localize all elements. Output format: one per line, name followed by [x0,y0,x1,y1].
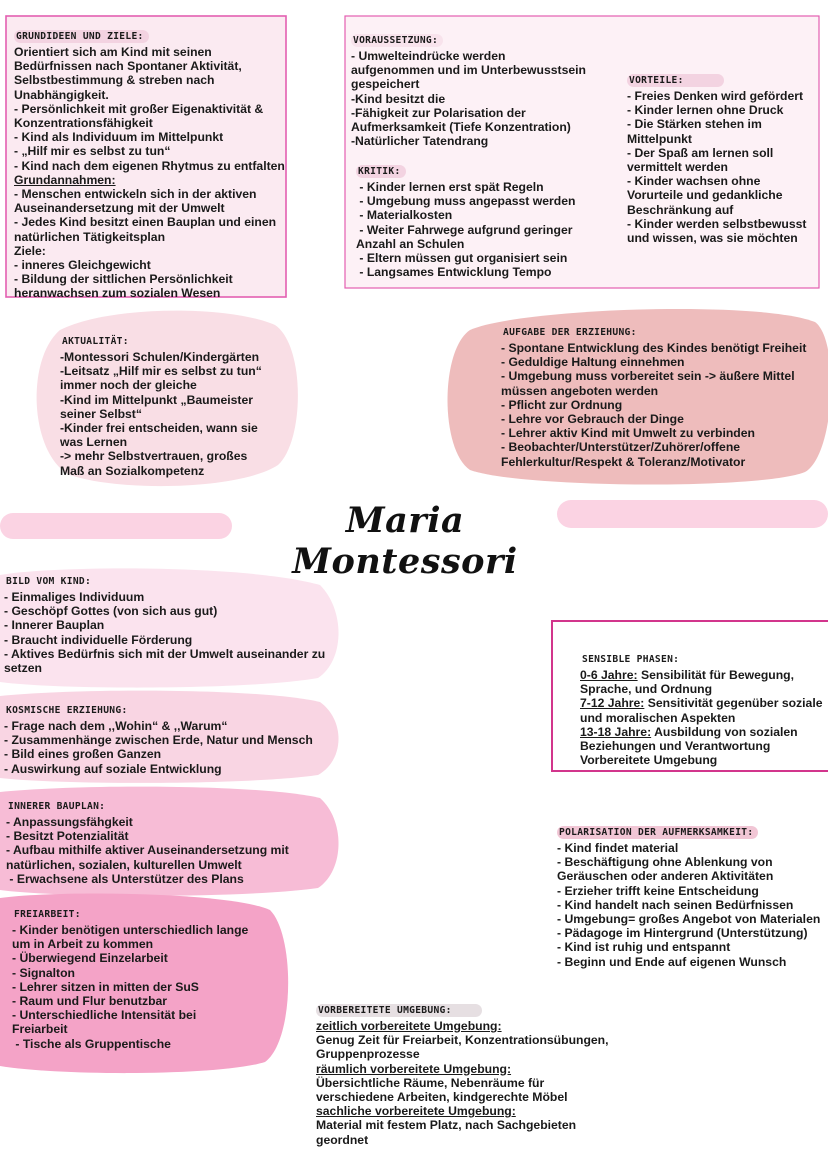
text-line: - Innerer Bauplan [4,618,105,633]
text-line: - Frage nach dem ,,Wohin“ & ,,Warum“ [4,719,228,733]
text-line: vermittelt werden [627,160,728,175]
grundideen-lines [14,45,285,301]
underlined-label: zeitlich vorbereitete Umgebung: [316,1019,502,1033]
vorbereitete-header: VORBEREITETE UMGEBUNG: [316,1004,482,1017]
text-line: - inneres Gleichgewicht [14,258,151,273]
text-line: -> mehr Selbstvertrauen, großes [60,449,248,464]
text-line: - Umwelteindrücke werden [351,49,506,63]
text-line: seiner Selbst“ [60,406,142,421]
text-line: - Langsames Entwicklung Tempo [356,265,552,280]
text-line: setzen [4,661,42,676]
text-line [580,725,822,739]
text-line: - Umgebung muss vorbereitet sein -> äußere Mittel [501,369,795,384]
text-line: Unabhängigkeit. [14,87,109,102]
aufgabe-lines [501,341,806,469]
text-line [580,696,822,710]
polarisation-section [557,822,820,969]
line-text: Übersichtliche Räume, Nebenräume für [316,1075,545,1090]
text-line: - Kind handelt nach seinen Bedürfnissen [557,897,794,912]
line-text: Gruppenprozesse [316,1047,420,1062]
text-line: - Kind ist ruhig und entspannt [557,940,731,955]
text-line: Ziele: [14,243,46,258]
text-line [316,1133,609,1147]
kritik-header: KRITIK: [356,165,406,178]
line-text: Genug Zeit für Freiarbeit, Konzentrationsübungen, [316,1033,609,1048]
text-line [316,1047,609,1061]
text-line: - Braucht individuelle Förderung [4,632,193,647]
text-line: - Kinder werden selbstbewusst [627,216,807,231]
page-title: Maria Montessori [292,500,518,582]
text-line: - Geduldige Haltung einnehmen [501,355,685,370]
text-line: - Freies Denken wird gefördert [627,89,804,103]
text-line: - Weiter Fahrwege aufgrund geringer [356,222,573,237]
line-text: Beziehungen und Verantwortung [580,739,771,754]
text-line: -Leitsatz „Hilf mir es selbst zu tun“ [60,364,262,379]
text-line: um in Arbeit zu kommen [12,937,154,952]
sensible-section [580,649,822,767]
vorbereitete-lines [316,1019,609,1147]
text-line: - Geschöpf Gottes (von sich aus gut) [4,604,218,619]
aufgabe-section [501,322,806,469]
grundideen-section [14,26,285,301]
text-line [316,1118,609,1132]
text-line: - Bildung der sittlichen Persönlichkeit [14,272,233,287]
kritik-section [356,161,575,279]
text-line: - Menschen entwickeln sich in der aktiven [14,187,257,202]
text-line: - Jedes Kind besitzt einen Bauplan und einen [14,215,277,230]
text-line [580,682,822,696]
text-line: - Pädagoge im Hintergrund (Unterstützung) [557,926,808,941]
text-line [580,739,822,753]
bild-section [4,571,325,675]
text-line: - Besitzt Potenzialität [6,829,129,844]
text-line: - Beschäftigung ohne Ablenkung von [557,855,773,870]
underlined-label: 13-18 Jahre: [580,724,652,739]
text-line: - Pflicht zur Ordnung [501,397,623,412]
text-line: was Lernen [60,435,128,450]
text-line: gespeichert [351,77,420,92]
voraussetzung-lines [351,49,586,148]
underlined-label: 7-12 Jahre: [580,696,645,711]
voraussetzung-section [351,30,586,148]
kosmische-section [4,700,313,776]
text-line: Konzentrationsfähigkeit [14,116,153,131]
title-bar-right [557,500,828,528]
underlined-label: sachliche vorbereitete Umgebung: [316,1104,516,1119]
text-line [316,1076,609,1090]
text-line: - Kinder benötigen unterschiedlich lange [12,923,249,937]
text-line: -Fähigkeit zur Polarisation der [351,105,526,120]
text-line: - Beobachter/Unterstützer/Zuhörer/offene [501,440,741,455]
text-line: - „Hilf mir es selbst zu tun“ [14,144,171,159]
text-line: - Persönlichkeit mit großer Eigenaktivität & [14,101,264,116]
text-line: Fehlerkultur/Respekt & Toleranz/Motivator [501,454,746,469]
text-line: Selbstbestimmung & streben nach [14,73,215,88]
line-text: und moralischen Aspekten [580,710,736,725]
vorteile-section [627,70,806,245]
underlined-label: räumlich vorbereitete Umgebung: [316,1061,512,1076]
line-text: geordnet [316,1132,369,1147]
text-line: Orientiert sich am Kind mit seinen [14,45,212,59]
text-line [316,1104,609,1118]
text-line: Anzahl an Schulen [356,236,465,251]
line-text: Sensitivität gegenüber soziale [644,696,823,711]
text-line [580,753,822,767]
text-line: - Beginn und Ende auf eigenen Wunsch [557,954,787,969]
vorbereitete-section [316,1000,609,1147]
text-line [316,1019,609,1033]
text-line: - Zusammenhänge zwischen Erde, Natur und Mensch [4,733,313,748]
text-line: Beschränkung auf [627,202,734,217]
text-line: Grundannahmen: [14,172,116,187]
text-line: -Kind besitzt die [351,91,446,106]
text-line: Geräuschen oder anderen Aktivitäten [557,869,774,884]
aufgabe-header: AUFGABE DER ERZIEHUNG: [503,327,637,338]
text-line [316,1033,609,1047]
text-line: Maß an Sozialkompetenz [60,463,205,478]
title-bar-left [0,513,232,539]
freiarbeit-header: FREIARBEIT: [14,909,81,920]
grundideen-header: GRUNDIDEEN UND ZIELE: [14,30,149,43]
text-line: - Lehre vor Gebrauch der Dinge [501,412,684,427]
text-line: - Der Spaß am lernen soll [627,145,774,160]
innerer-section [6,796,289,886]
text-line: - Signalton [12,965,75,980]
text-line: - Lehrer aktiv Kind mit Umwelt zu verbinden [501,426,755,441]
text-line: - Aktives Bedürfnis sich mit der Umwelt auseinander zu [4,646,326,661]
text-line: -Kinder frei entscheiden, wann sie [60,421,258,436]
text-line: - Auswirkung auf soziale Entwicklung [4,761,222,776]
text-line: - Kinder wachsen ohne [627,174,761,189]
text-line: Vorurteile und gedankliche [627,188,783,203]
voraussetzung-header: VORAUSSETZUNG: [351,34,443,47]
aktualitaet-lines [60,350,262,478]
text-line [316,1062,609,1076]
text-line: heranwachsen zum sozialen Wesen [14,286,221,301]
text-line: Freiarbeit [12,1022,68,1037]
text-line: - Kind findet material [557,841,679,855]
text-line: - Überwiegend Einzelarbeit [12,951,168,966]
line-text: verschiedene Arbeiten, kindgerechte Möbel [316,1090,568,1105]
bild-lines [4,590,325,675]
text-line: - Kinder lernen erst spät Regeln [356,180,544,194]
sensible-lines [580,668,822,767]
text-line: müssen angeboten werden [501,383,659,398]
text-line: -Natürlicher Tatendrang [351,134,489,149]
polarisation-header: POLARISATION DER AUFMERKSAMKEIT: [557,826,758,839]
text-line: - Kinder lernen ohne Druck [627,103,784,118]
innerer-header: INNERER BAUPLAN: [8,801,106,812]
innerer-lines [6,815,289,886]
text-line: Bedürfnissen nach Spontaner Aktivität, [14,59,242,74]
kosmische-lines [4,719,313,776]
text-line: - Materialkosten [356,208,453,223]
text-line: - Einmaliges Individuum [4,590,145,604]
text-line: - Raum und Flur benutzbar [12,994,168,1009]
text-line: - Lehrer sitzen in mitten der SuS [12,979,199,994]
text-line: - Umgebung muss angepasst werden [356,194,576,209]
text-line: natürlichen, sozialen, kulturellen Umwelt [6,857,242,872]
underlined-label: 0-6 Jahre: [580,668,638,682]
kritik-lines [356,180,575,279]
text-line: - Die Stärken stehen im [627,117,762,132]
line-text: Sensibilität für Bewegung, [637,668,795,682]
freiarbeit-section [12,904,248,1051]
text-line: aufgenommen und im Unterbewusstsein [351,63,586,78]
text-line: - Kind nach dem eigenen Rhytmus zu entfalten [14,158,285,173]
text-line: - Tische als Gruppentische [12,1036,171,1051]
bild-header: BILD VOM KIND: [6,576,92,587]
line-text: Material mit festem Platz, nach Sachgebieten [316,1118,577,1133]
text-line: - Erzieher trifft keine Entscheidung [557,883,759,898]
aktualitaet-section [60,331,262,478]
polarisation-lines [557,841,820,969]
text-line: - Unterschiedliche Intensität bei [12,1008,197,1023]
vorteile-lines [627,89,806,245]
aktualitaet-header: AKTUALITÄT: [62,336,129,347]
text-line: - Erwachsene als Unterstützer des Plans [6,871,244,886]
text-line: immer noch der gleiche [60,378,197,393]
text-line: - Eltern müssen gut organisiert sein [356,251,568,266]
text-line: - Anpassungsfähgkeit [6,815,133,829]
text-line: Aufmerksamkeit (Tiefe Konzentration) [351,120,571,135]
text-line [580,668,822,682]
text-line: Auseinandersetzung mit der Umwelt [14,201,225,216]
text-line: -Montessori Schulen/Kindergärten [60,350,260,364]
text-line: - Kind als Individuum im Mittelpunkt [14,130,224,145]
text-line: natürlichen Tätigkeitsplan [14,229,166,244]
vorteile-header: VORTEILE: [627,74,724,87]
text-line: und wissen, was sie möchten [627,231,798,246]
text-line [316,1090,609,1104]
line-text: Sprache, und Ordnung [580,682,713,697]
freiarbeit-lines [12,923,248,1051]
text-line: - Bild eines großen Ganzen [4,747,162,762]
line-text: Vorbereitete Umgebung [580,753,718,768]
line-text: Ausbildung von sozialen [651,724,798,739]
text-line: - Umgebung= großes Angebot von Materialen [557,912,821,927]
text-line: - Aufbau mithilfe aktiver Auseinandersetzung mit [6,843,289,858]
sensible-header: SENSIBLE PHASEN: [582,654,680,665]
text-line: -Kind im Mittelpunkt „Baumeister [60,392,253,407]
kosmische-header: KOSMISCHE ERZIEHUNG: [6,705,128,716]
text-line: Mittelpunkt [627,131,692,146]
text-line [580,711,822,725]
text-line: - Spontane Entwicklung des Kindes benötigt Freiheit [501,341,807,355]
